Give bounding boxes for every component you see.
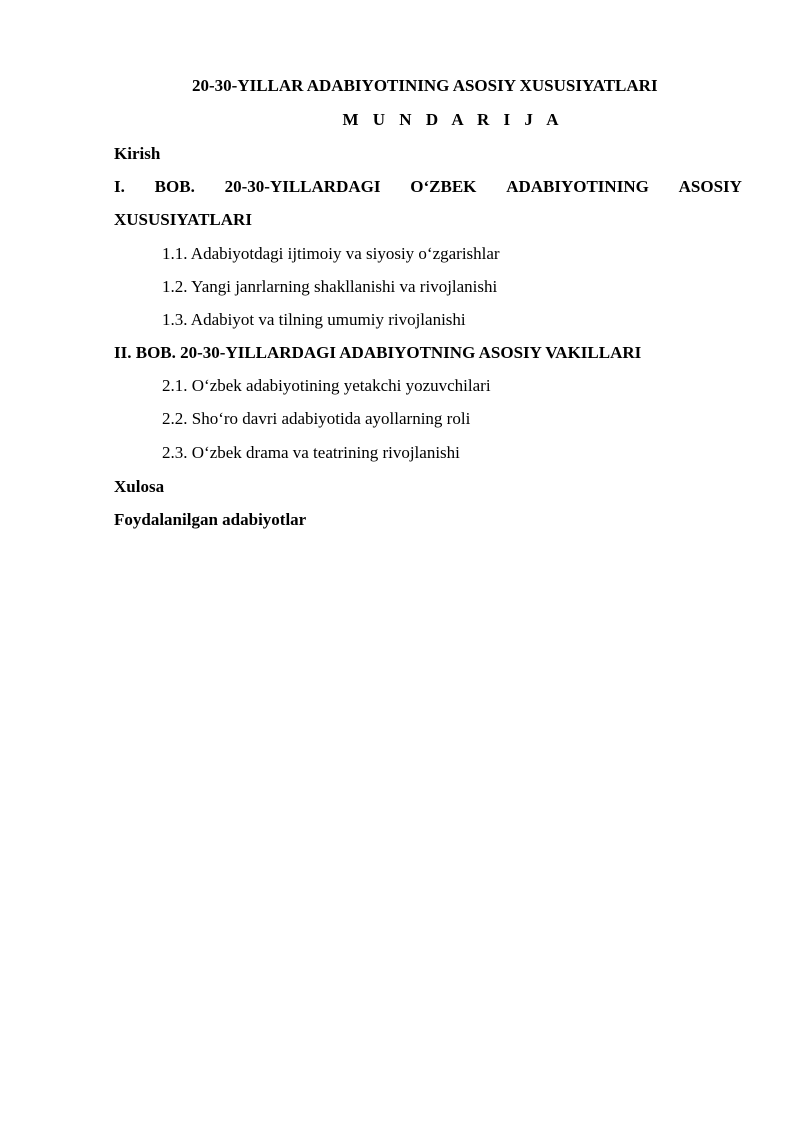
toc-entry-chapter-1 bbox=[114, 177, 742, 197]
toc-entry-chapter-1-continuation: XUSUSIYATLARI bbox=[114, 210, 252, 229]
toc-entry-chapter-2: II. BOB. 20-30-YILLARDAGI ADABIYOTNING ASOSIY VAKILLARI bbox=[114, 343, 642, 362]
chapter-1-word: BOB. bbox=[154, 177, 195, 196]
toc-entry-section-2-1: 2.1. O‘zbek adabiyotining yetakchi yozuvchilari bbox=[162, 376, 491, 395]
toc-entry-section-2-3: 2.3. O‘zbek drama va teatrining rivojlanishi bbox=[162, 443, 460, 462]
document-title: 20-30-YILLAR ADABIYOTINING ASOSIY XUSUSIYATLARI bbox=[192, 76, 658, 95]
toc-entry-section-1-1: 1.1. Adabiyotdagi ijtimoiy va siyosiy o‘zgarishlar bbox=[162, 244, 500, 263]
toc-entry-section-1-3: 1.3. Adabiyot va tilning umumiy rivojlanishi bbox=[162, 310, 466, 329]
toc-entry-conclusion: Xulosa bbox=[114, 477, 165, 496]
toc-entry-references: Foydalanilgan adabiyotlar bbox=[114, 510, 307, 529]
chapter-1-word: 20-30-YILLARDAGI bbox=[224, 177, 381, 196]
chapter-1-word: ASOSIY bbox=[678, 177, 742, 196]
toc-entry-section-2-2: 2.2. Sho‘ro davri adabiyotida ayollarning roli bbox=[162, 409, 471, 428]
toc-entry-section-1-2: 1.2. Yangi janrlarning shakllanishi va rivojlanishi bbox=[162, 277, 498, 296]
chapter-1-word: I. bbox=[114, 177, 125, 196]
chapter-1-word: O‘ZBEK bbox=[410, 177, 477, 196]
chapter-1-word: ADABIYOTINING bbox=[506, 177, 649, 196]
toc-entry-intro: Kirish bbox=[114, 144, 161, 163]
toc-heading: M U N D A R I J A bbox=[342, 110, 564, 129]
